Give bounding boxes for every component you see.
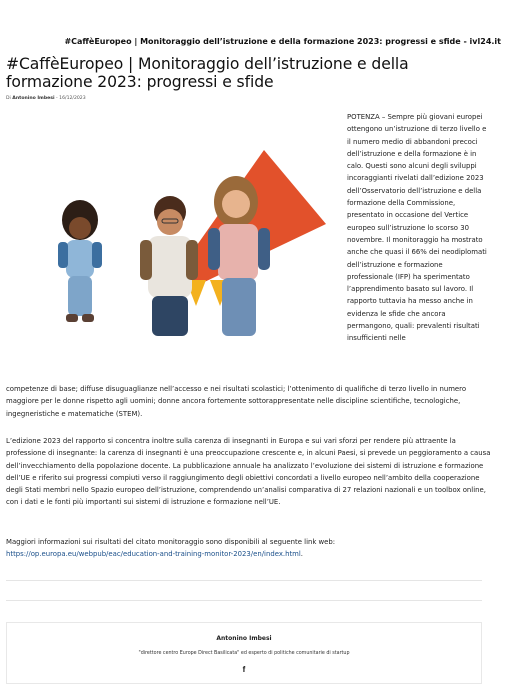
byline-date: 16/12/2023 bbox=[59, 96, 86, 101]
article-paragraph-2: L’edizione 2023 del rapporto si concentra inoltre sulla carenza di insegnanti in Europa e sui vari sforzi per rendere più attraente la professione di insegnante: la carenza di insegnanti è una preoccupazione crescente e, in alcuni Paesi, si prevede un peggioramento a causa dell’invecchiamento della popolazione docente. La pubblicazione annuale ha analizzato l’evoluzione dei sistemi di istruzione e formazione dell’UE e riferito sui progressi compiuti verso il raggiungimento degli obiettivi concordati a livello europeo nell’ambito della cooperazione degli Stati membri nello Spazio europeo dell’istruzione, comprendendo un’analisi comparativa di 27 relazioni nazionali e un toolbox online, con i dati e le fonti più importanti sui sistemi di istruzione e formazione nell’UE. bbox=[6, 437, 491, 507]
hero-image bbox=[36, 128, 326, 348]
article-paragraph-1: competenze di base; diffuse disuguaglianze nell’accesso e nei risultati scolastici; l’ottenimento di qualifiche di terzo livello in numero maggiore per le donne rispetto agli uomini; donne ancora fortemente sottorappresentate nelle discipline scientifiche, tecnologiche, ingegneristiche e matematiche (STEM). bbox=[6, 385, 467, 418]
divider-line bbox=[6, 600, 482, 601]
author-box bbox=[6, 622, 482, 684]
byline-prefix: Di bbox=[6, 96, 11, 101]
author-bio: "direttore centro Europe Direct Basilicata" ed esperto di politiche comunitarie di startup bbox=[138, 651, 350, 656]
author-name[interactable]: Antonino Imbesi bbox=[216, 635, 272, 642]
byline-author-link[interactable]: Antonino Imbesi bbox=[12, 96, 55, 101]
monitor-report-link[interactable]: https://op.europa.eu/webpub/eac/education-and-training-monitor-2023/en/index.html bbox=[6, 550, 301, 559]
divider-line bbox=[6, 580, 482, 581]
browser-page-title: #CaffèEuropeo | Monitoraggio dell’istruzione e della formazione 2023: progressi e sfide - ivl24.it bbox=[64, 37, 501, 46]
child-left-figure bbox=[58, 200, 102, 322]
article-intro-text: POTENZA – Sempre più giovani europei ottengono un’istruzione di terzo livello e il numero medio di abbandoni precoci dell’istruzione e della formazione è in calo. Questi sono alcuni degli sviluppi incoraggianti rivelati dall’edizione 2023 dell’Osservatorio dell’istruzione e della formazione della Commissione, presentato in occasione del Vertice europeo sull’istruzione lo scorso 30 novembre. Il monitoraggio ha mostrato anche che quasi il 66% dei neodiplomati dell’istruzione e formazione professionale (IFP) ha sperimentato l’apprendimento basato sul lavoro. Il rapporto tuttavia ha messo anche in evidenza le sfide che ancora permangono, quali: prevalenti risultati insufficienti nelle bbox=[347, 113, 487, 343]
article-headline: #CaffèEuropeo | Monitoraggio dell’istruzione e della formazione 2023: progressi e sfide bbox=[6, 55, 409, 91]
child-middle-figure bbox=[140, 196, 198, 336]
paragraph-3-end: . bbox=[300, 550, 303, 559]
byline-separator: - bbox=[56, 96, 58, 101]
paragraph-3-text: Maggiori informazioni sui risultati del citato monitoraggio sono disponibili al seguente link web: bbox=[6, 538, 336, 546]
article-paragraph-3 bbox=[6, 536, 494, 561]
facebook-icon[interactable]: f bbox=[242, 665, 246, 674]
article-byline bbox=[6, 96, 86, 101]
